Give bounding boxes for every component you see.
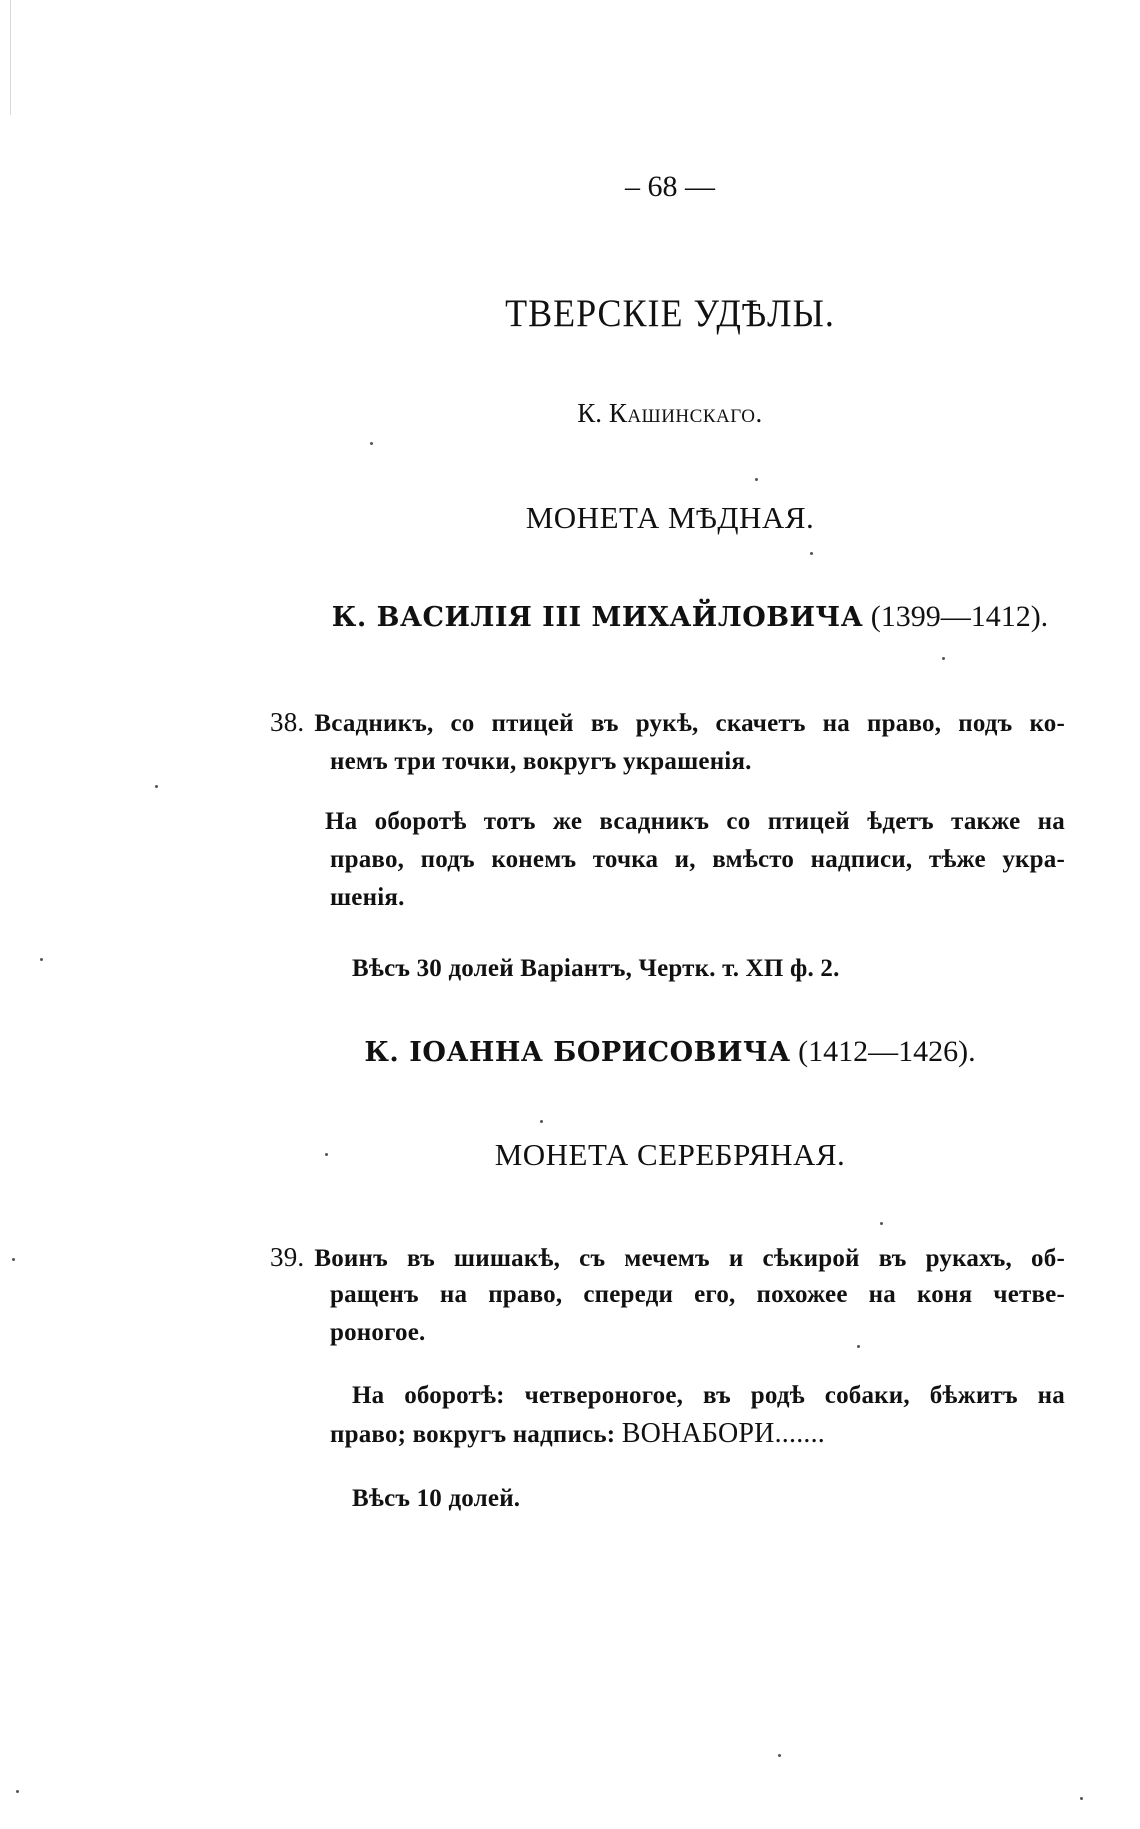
ruler-years: (1399—1412). [870,600,1049,633]
scan-speck [810,552,813,555]
principality-heading [100,398,1140,429]
entry-39-line-1: 39. Воинъ въ шишакѣ, съ мечемъ и сѣкирой въ рукахъ, об- [270,1242,1065,1272]
principality-name: Кашинскаго. [608,398,763,428]
scan-speck [16,1790,19,1793]
scan-speck [370,442,373,445]
entry-39-weight: Вѣсъ 10 долей. [352,1485,521,1512]
scan-speck [40,958,43,961]
section-title: ТВЕРСКІЕ УДѢЛЫ. [505,291,835,335]
entry-38-description [270,703,1065,781]
entry-39-line-2: ращенъ на право, спереди его, похожее на коня четве- [330,1281,1065,1308]
ruler-heading-vasily [120,600,1140,634]
entry-number: 38. [270,707,305,737]
entry-39-description [270,1238,1065,1278]
coin-type-copper: МОНЕТА МѢДНАЯ. [525,500,815,535]
scan-speck [880,1222,883,1225]
page-edge-line [10,0,11,115]
scan-speck [325,1153,328,1156]
entry-38-line-1: 38. Всадникъ, со птицей въ рукѣ, скачетъ на право, подъ ко- [270,707,1065,737]
entry-39-line-3: роногое. [330,1319,426,1346]
entry-39-reverse-line-2: право; вокругъ надпись: ВОНАБОРИ....... [330,1418,826,1449]
scan-speck [942,657,945,660]
entry-38-line-2: немъ три точки, вокругъ украшенія. [330,748,752,775]
ruler-name: К. ІОАННА БОРИСОВИЧА [364,1037,791,1068]
entry-39-reverse-line-1: На оборотѣ: четвероногое, въ родѣ собаки, бѣжитъ на [352,1382,1065,1409]
scan-speck [778,1754,781,1757]
scan-speck [1080,1797,1083,1800]
principality-prefix: К. [577,398,603,428]
entry-38-reverse-line-3: шенія. [330,884,405,911]
entry-38-reverse-line-2: право, подъ конемъ точка и, вмѣсто надписи, тѣже укра- [330,846,1065,873]
ruler-heading-ioann [100,1035,1140,1069]
entry-38-reverse-line-1: На оборотѣ тотъ же всадникъ со птицей ѣдетъ также на [325,808,1065,835]
coin-type-silver: МОНЕТА СЕРЕБРЯНАЯ. [494,1137,846,1172]
ruler-name: К. ВАСИЛІЯ III МИХАЙЛОВИЧА [331,602,864,633]
scan-speck [155,785,158,788]
page-number: – 68 — [625,170,715,203]
ruler-years: (1412—1426). [798,1035,976,1068]
entry-38-weight: Вѣсъ 30 долей Варіантъ, Чертк. т. ХП ф. 2. [352,955,840,982]
coin-inscription: ВОНАБОРИ....... [621,1418,826,1449]
scan-speck [857,1345,860,1348]
entry-number: 39. [270,1242,305,1272]
scan-speck [540,1120,543,1123]
scan-speck [12,1258,15,1261]
scan-speck [755,478,758,481]
